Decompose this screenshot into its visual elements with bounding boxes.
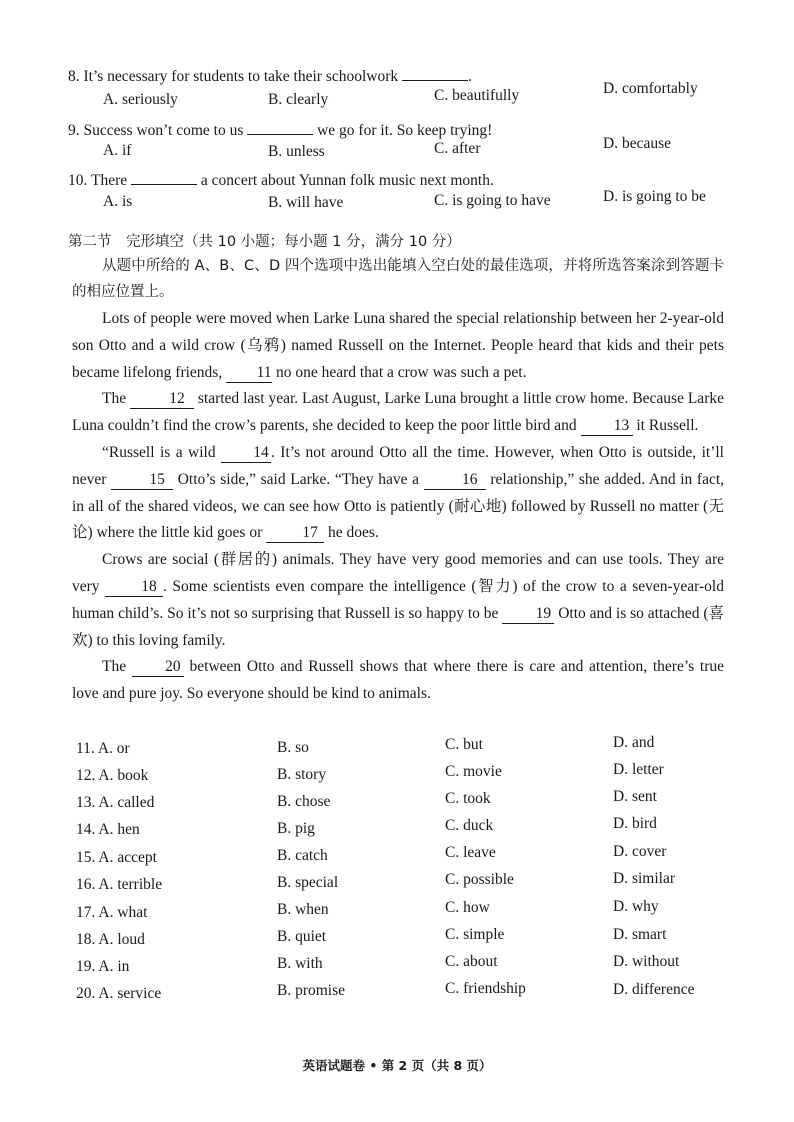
choice-option: C. how — [445, 899, 490, 916]
choice-option: 17. A. what — [76, 904, 148, 921]
choice-option: 20. A. service — [76, 985, 162, 1002]
choice-option: B. catch — [277, 847, 328, 864]
option: B. will have — [268, 194, 344, 211]
page-footer: 英语试题卷 • 第 2 页（共 8 页） — [302, 1058, 492, 1073]
option: D. is going to be — [603, 188, 706, 205]
choice-option: B. pig — [277, 820, 315, 837]
option: A. if — [103, 142, 132, 159]
choice-option: 12. A. book — [76, 767, 149, 784]
choice-option: D. letter — [613, 761, 664, 778]
choice-option: 15. A. accept — [76, 849, 157, 866]
choice-option: 16. A. terrible — [76, 876, 163, 893]
choice-option: 11. A. or — [76, 740, 130, 757]
answer-blank: 19 — [502, 606, 554, 624]
choice-option: D. sent — [613, 788, 657, 805]
choice-option: B. story — [277, 766, 327, 783]
choice-option: B. when — [277, 901, 329, 918]
option: D. comfortably — [603, 80, 698, 97]
choice-option: B. quiet — [277, 928, 327, 945]
passage-paragraph: Crows are social (群居的) animals. They have very good memories and can use tools. They are very 18 . Some scientists even compare the intelligence (智力) of the crow to a seven-year-old human child’s. So it’s not so surprising that Russell is so happy to be 19 Otto and is so attached (喜欢) to this loving family. — [72, 551, 725, 649]
question-10-stem: 10. There a concert about Yunnan folk music next month. — [68, 167, 494, 190]
choice-option: C. but — [445, 736, 483, 753]
answer-blank: 12 — [130, 391, 194, 409]
option: D. because — [603, 135, 671, 152]
option: B. unless — [268, 143, 325, 160]
choice-option: C. friendship — [445, 980, 526, 997]
option: B. clearly — [268, 91, 329, 108]
choice-option: C. leave — [445, 844, 496, 861]
choice-option: B. with — [277, 955, 323, 972]
option: C. beautifully — [434, 87, 520, 104]
choice-option: D. without — [613, 953, 680, 970]
option: C. after — [434, 140, 481, 157]
choice-option: 14. A. hen — [76, 821, 140, 838]
passage-paragraph: “Russell is a wild 14 . It’s not around Otto all the time. However, when Otto is outside, it’ll never 15 Otto’s side,” said Larke. “They have a 16 relationship,” she added. And in fact, in all of the shared videos, we can see how Otto is patiently (耐心地) followed by Russell no matter (无论) where the little kid goes or 17 he does. — [72, 443, 725, 542]
choice-option: D. smart — [613, 926, 667, 943]
answer-blank: 13 — [581, 418, 633, 436]
choice-option: D. why — [613, 898, 659, 915]
passage-paragraph: The 12 started last year. Last August, Larke Luna brought a little crow home. Because Larke Luna couldn’t find the crow’s parents, she decided to keep the poor little bird and 13 it Russell. — [72, 390, 724, 435]
choice-option: C. duck — [445, 817, 494, 834]
answer-blank: 16 — [424, 472, 486, 490]
choice-option: C. took — [445, 790, 491, 807]
answer-blank: 20 — [132, 659, 184, 677]
choice-option: D. difference — [613, 981, 695, 998]
choice-option: C. movie — [445, 763, 502, 780]
cloze-passage — [72, 306, 724, 708]
answer-blank: 15 — [111, 472, 173, 490]
choice-option: D. bird — [613, 815, 657, 832]
passage-paragraph: The 20 between Otto and Russell shows that where there is care and attention, there’s true love and pure joy. So everyone should be kind to animals. — [72, 658, 724, 703]
choice-option: C. about — [445, 953, 498, 970]
section-title: 第二节 完形填空（共 10 小题；每小题 1 分，满分 10 分） — [68, 234, 461, 250]
choice-option: D. cover — [613, 843, 667, 860]
choice-option: B. special — [277, 874, 339, 891]
question-9-stem: 9. Success won’t come to us we go for it. So keep trying! — [68, 117, 492, 140]
choice-option: C. simple — [445, 926, 505, 943]
option: C. is going to have — [434, 192, 551, 209]
answer-blank — [402, 63, 468, 81]
option: A. seriously — [103, 91, 178, 108]
answer-blank: 17 — [266, 525, 324, 543]
choice-option: C. possible — [445, 871, 514, 888]
answer-blank: 18 — [105, 579, 163, 597]
choice-option: B. so — [277, 739, 309, 756]
passage-paragraph: Lots of people were moved when Larke Luna shared the special relationship between her 2-year-old son Otto and a wild crow (乌鸦) named Russell on the Internet. People heard that kids and their pets became lifelong friends, 11 no one heard that a crow was such a pet. — [72, 310, 724, 381]
choice-option: D. similar — [613, 870, 675, 887]
choice-option: 13. A. called — [76, 794, 155, 811]
question-8-stem: 8. It’s necessary for students to take their schoolwork . — [68, 63, 472, 86]
answer-blank — [247, 117, 313, 135]
answer-blank: 14 — [221, 445, 271, 463]
choice-option: B. promise — [277, 982, 346, 999]
choice-option: D. and — [613, 734, 655, 751]
section-instruction: 从题中所给的 A、B、C、D 四个选项中选出能填入空白处的最佳选项，并将所选答案涂到答题卡的相应位置上。 — [72, 258, 724, 300]
option: A. is — [103, 193, 133, 210]
answer-blank — [131, 167, 197, 185]
answer-blank: 11 — [226, 365, 272, 383]
choice-option: 18. A. loud — [76, 931, 145, 948]
choice-option: B. chose — [277, 793, 331, 810]
choice-option: 19. A. in — [76, 958, 130, 975]
